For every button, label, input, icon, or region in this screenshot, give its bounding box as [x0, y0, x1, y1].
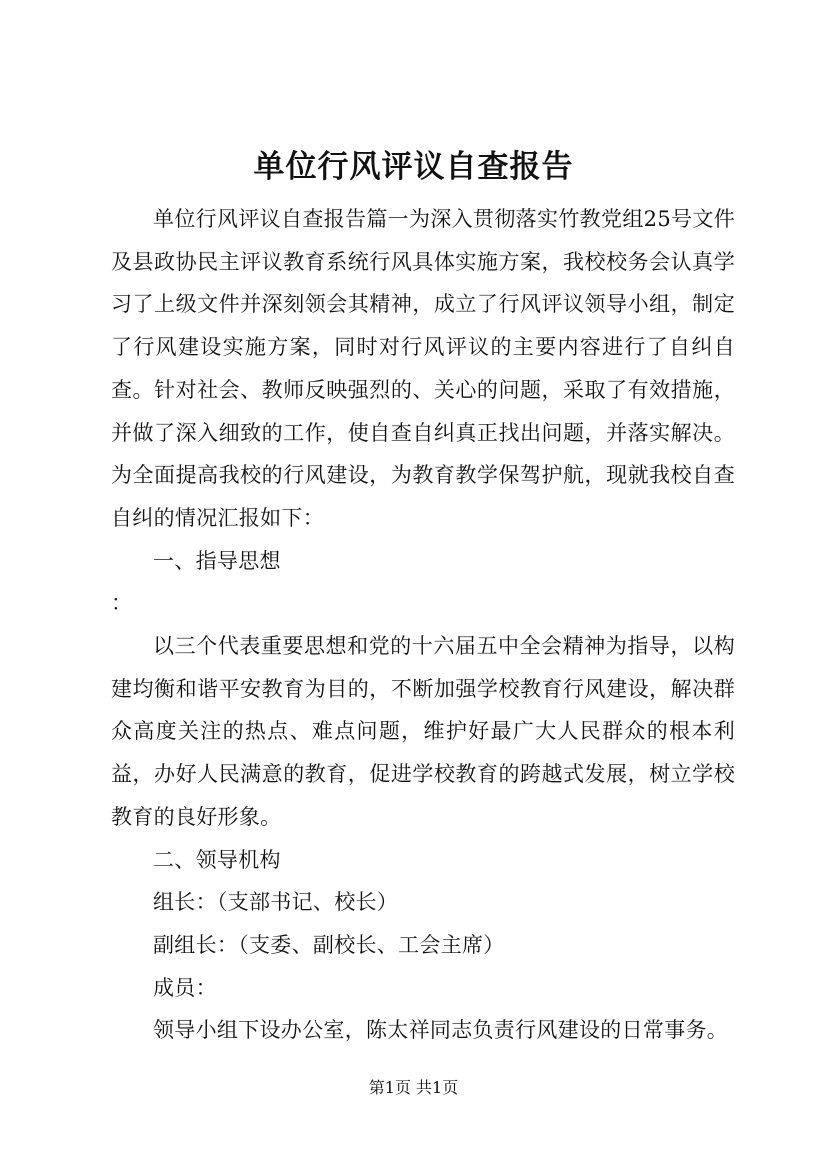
section-heading-leadership: 二、领导机构	[153, 847, 281, 872]
office-line: 领导小组下设办公室，陈太祥同志负责行风建设的日常事务。	[153, 1018, 729, 1043]
document-body	[111, 198, 735, 1052]
document-title: 单位行风评议自查报告	[253, 149, 574, 185]
page-footer: 第1页 共1页	[368, 1078, 459, 1097]
section-heading-guiding-ideology: 一、指导思想	[153, 548, 281, 573]
intro-paragraph: 单位行风评议自查报告篇一为深入贯彻落实竹教党组25号文件及县政协民主评议教育系统行风具体实施方案，我校校务会认真学习了上级文件并深刻领会其精神，成立了行风评议领导小组，制定了行风建设实施方案，同时对行风评议的主要内容进行了自纠自查。针对社会、教师反映强烈的、关心的问题，采取了有效措施，并做了深入细致的工作，使自查自纠真正找出问题，并落实解决。为全面提高我校的行风建设，为教育教学保驾护航，现就我校自查自纠的情况汇报如下：	[111, 207, 735, 530]
colon-line: ：	[111, 591, 133, 616]
guiding-ideology-paragraph: 以三个代表重要思想和党的十六届五中全会精神为指导，以构建均衡和谐平安教育为目的，不断加强学校教育行风建设，解决群众高度关注的热点、难点问题，维护好最广大人民群众的根本利益，办好人民满意的教育，促进学校教育的跨越式发展，树立学校教育的良好形象。	[111, 634, 735, 829]
deputy-leader-line: 副组长：（支委、副校长、工会主席）	[153, 932, 505, 957]
leader-line: 组长：（支部书记、校长）	[153, 890, 399, 915]
members-line: 成员：	[153, 975, 217, 1000]
